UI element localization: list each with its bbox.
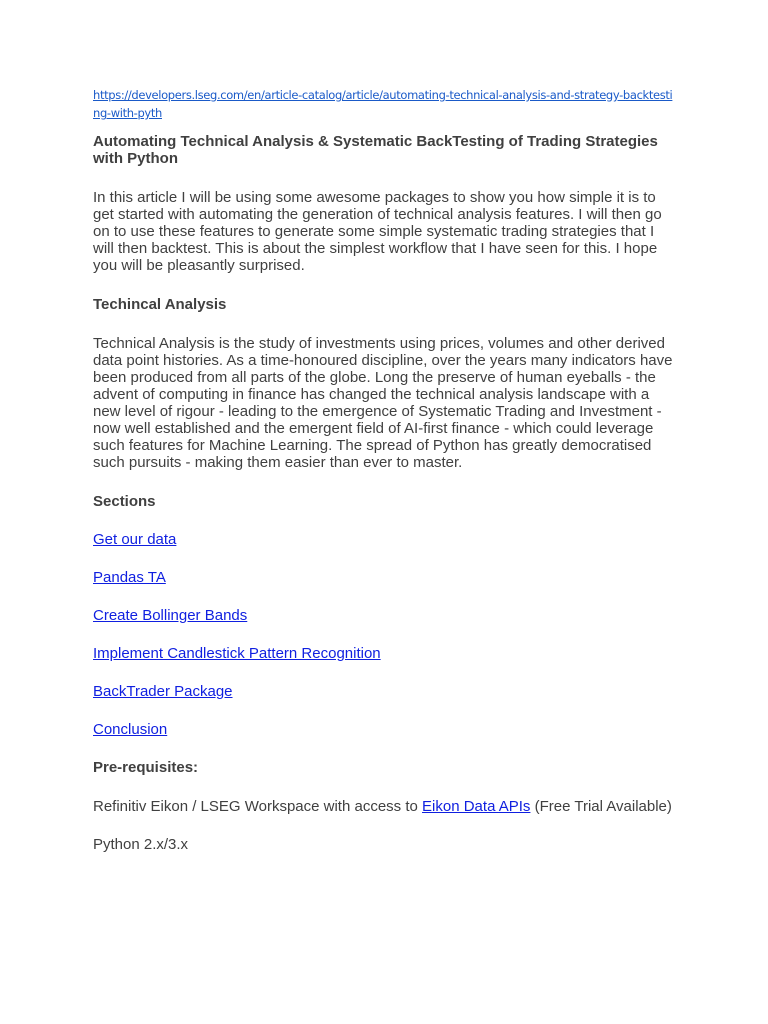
prerequisite-eikon bbox=[93, 798, 678, 815]
section-link-get-our-data[interactable]: Get our data bbox=[93, 531, 177, 548]
intro-paragraph: In this article I will be using some awesome packages to show you how simple it is to get started with automating the generation of technical analysis features. I will then go on to use these features to generate some simple systematic trading strategies that I will then backtest. This is about the simplest workflow that I have seen for this. I hope you will be pleasantly surprised. bbox=[93, 189, 662, 274]
prerequisite-eikon-text: Refinitiv Eikon / LSEG Workspace with access to bbox=[93, 798, 423, 815]
prerequisite-python: Python 2.x/3.x bbox=[93, 836, 189, 853]
technical-analysis-heading: Techincal Analysis bbox=[93, 296, 227, 313]
sections-heading: Sections bbox=[93, 493, 156, 510]
section-item-get-data bbox=[93, 531, 678, 548]
prerequisite-eikon-suffix: (Free Trial Available) bbox=[530, 798, 672, 815]
section-link-backtrader-package[interactable]: BackTrader Package bbox=[93, 683, 233, 700]
section-link-candlestick-pattern[interactable]: Implement Candlestick Pattern Recognition bbox=[93, 645, 381, 662]
section-link-pandas-ta[interactable]: Pandas TA bbox=[93, 569, 166, 586]
technical-analysis-paragraph: Technical Analysis is the study of investments using prices, volumes and other derived data point histories. As a time-honoured discipline, over the years many indicators have been produced from all parts of the globe. Long the preserve of human eyeballs - the advent of computing in finance has changed the technical analysis landscape with a new level of rigour - leading to the emergence of Systematic Trading and Investment - now well established and the emergent field of AI-first finance - which could leverage such features for Machine Learning. The spread of Python has greatly democratised such pursuits - making them easier than ever to master. bbox=[93, 335, 673, 471]
prerequisites-heading: Pre-requisites: bbox=[93, 759, 199, 776]
section-item-bollinger bbox=[93, 607, 678, 624]
section-item-pandas-ta bbox=[93, 569, 678, 586]
document-page bbox=[93, 86, 678, 853]
article-title: Automating Technical Analysis & Systematic BackTesting of Trading Strategies with Python bbox=[93, 133, 658, 167]
section-item-conclusion bbox=[93, 721, 678, 738]
eikon-data-apis-link[interactable]: Eikon Data APIs bbox=[422, 798, 531, 815]
source-article-link[interactable]: https://developers.lseg.com/en/article-catalog/article/automating-technical-analysis-and-strategy-backtesting-with-pyth bbox=[93, 88, 673, 120]
section-link-bollinger-bands[interactable]: Create Bollinger Bands bbox=[93, 607, 248, 624]
section-item-backtrader bbox=[93, 683, 678, 700]
section-item-candlestick bbox=[93, 645, 678, 662]
section-link-conclusion[interactable]: Conclusion bbox=[93, 721, 168, 738]
